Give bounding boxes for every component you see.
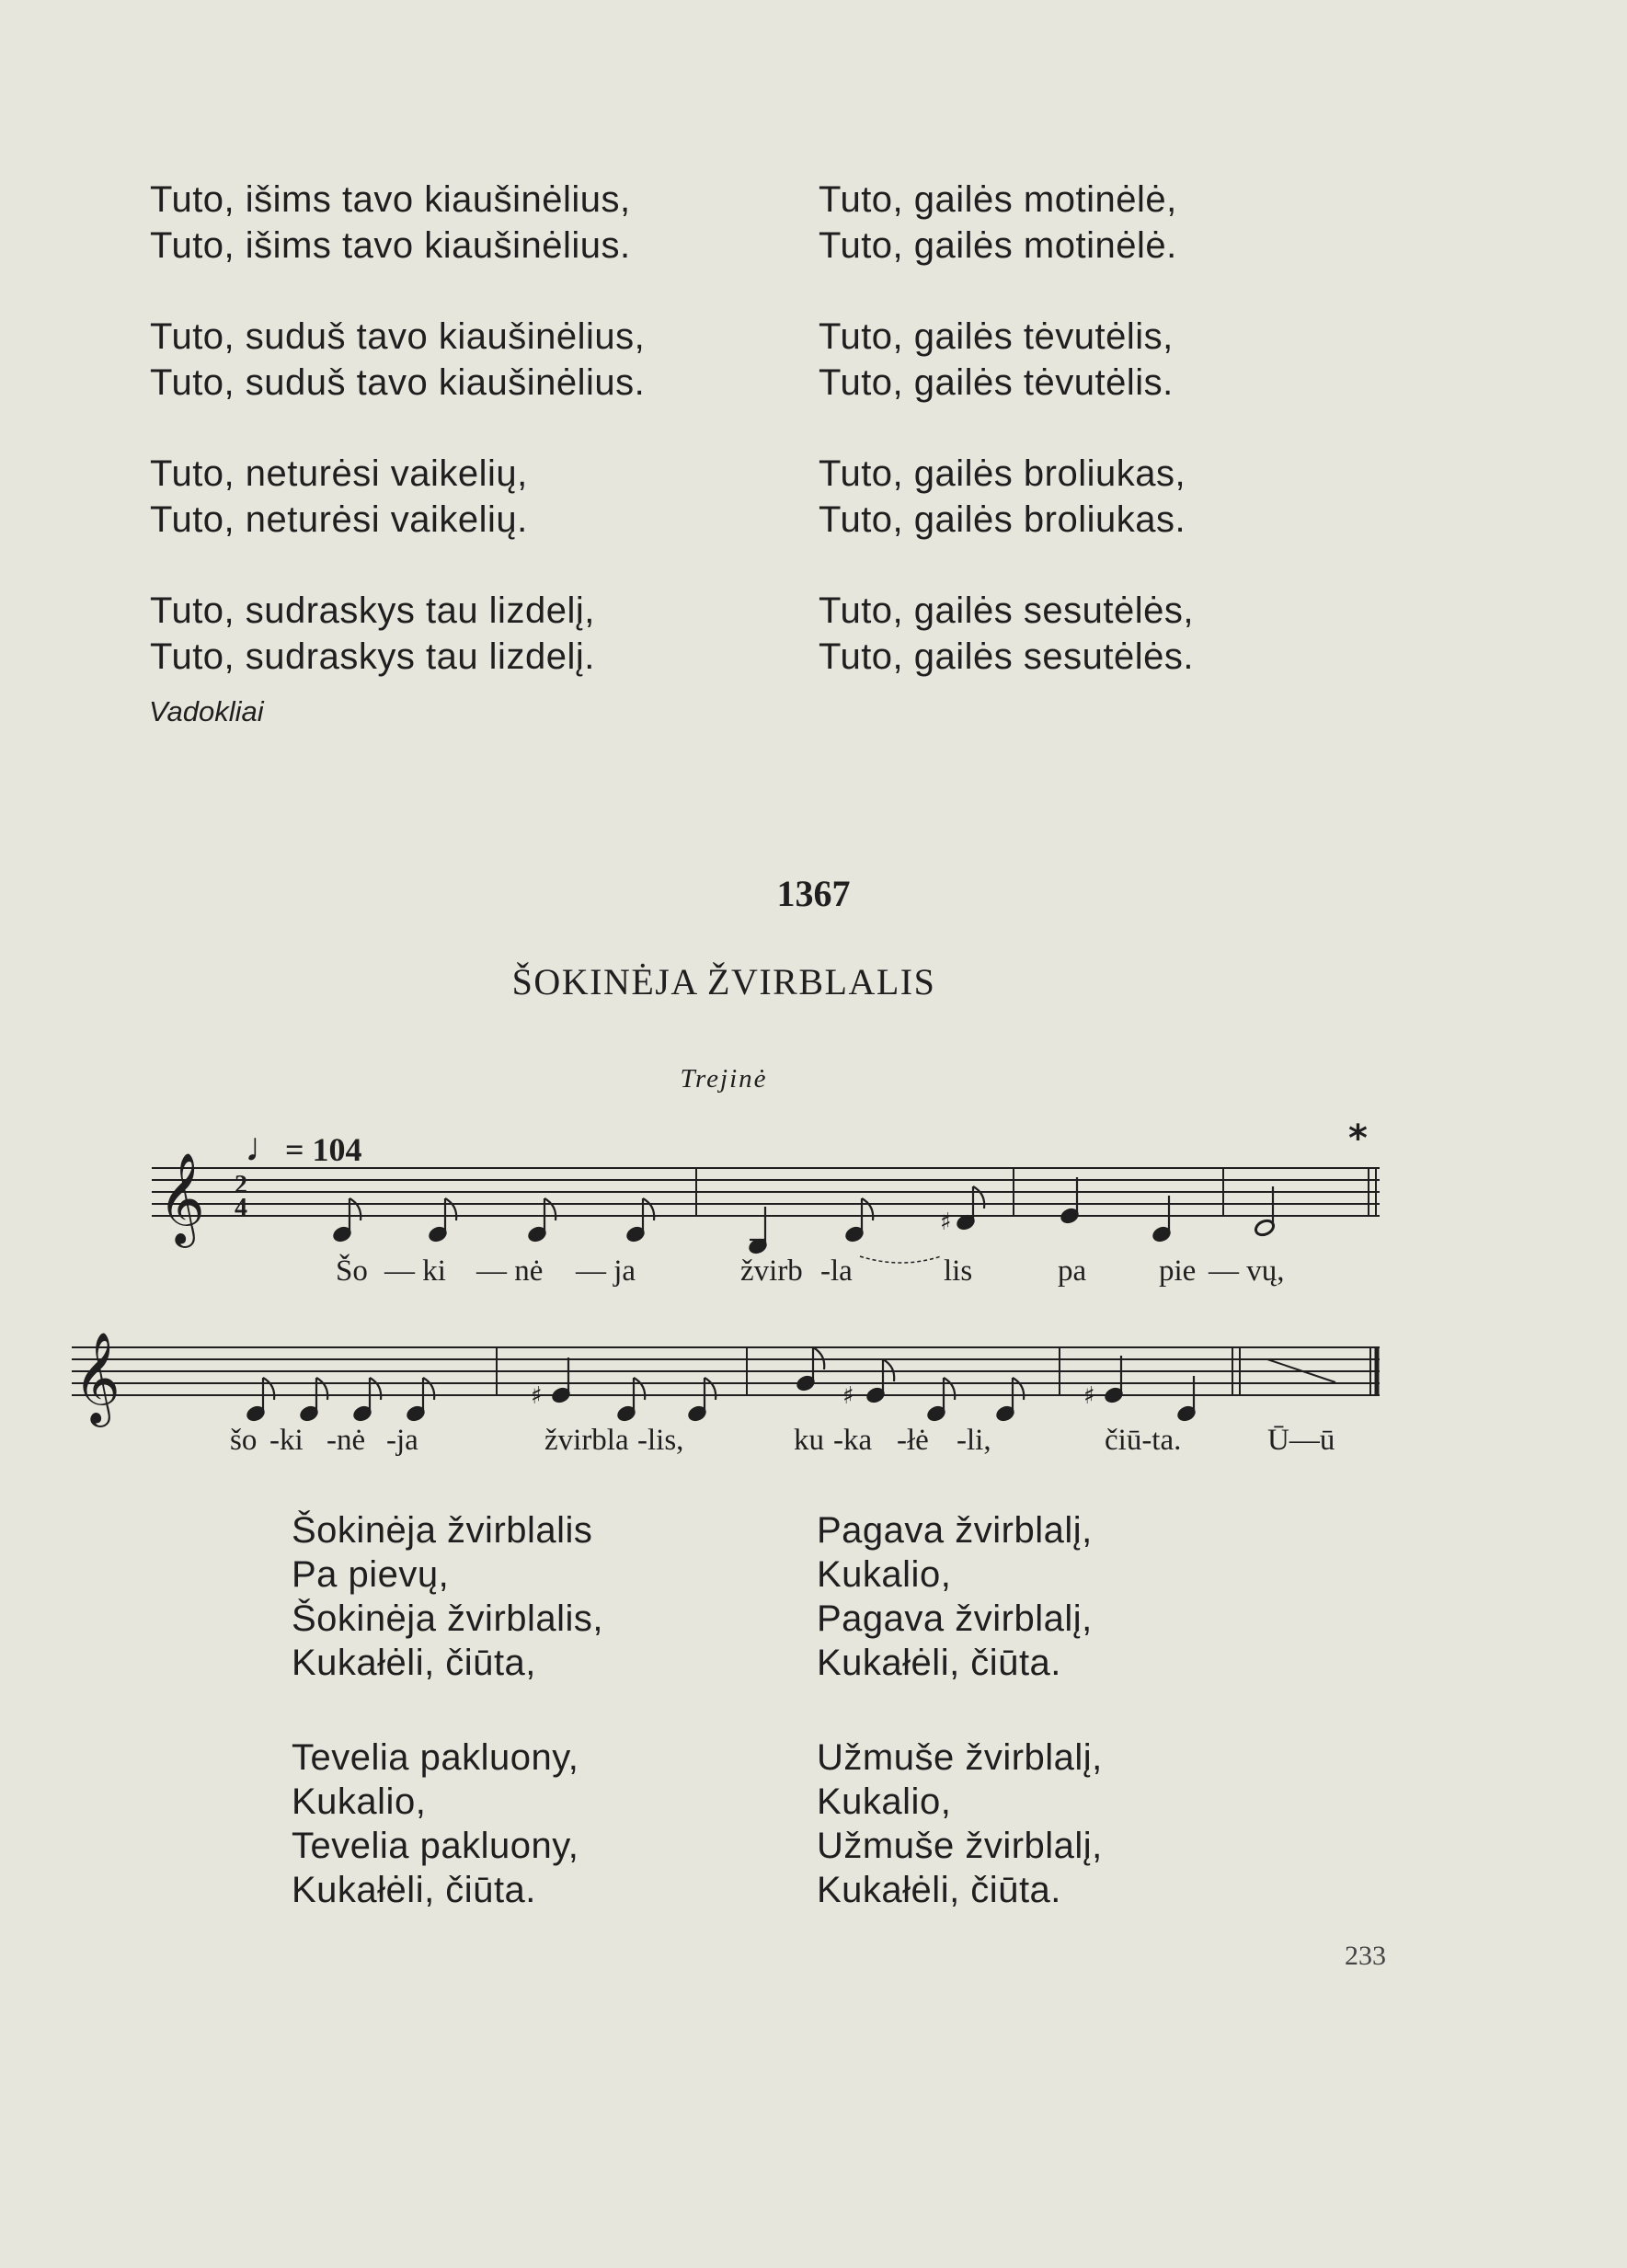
lyric-syllable: — ja <box>576 1254 636 1288</box>
song-number: 1367 <box>776 873 851 914</box>
verse-line: Tuto, gailės tėvutėlis, <box>819 316 1174 357</box>
sharp-icon: ♯ <box>940 1208 952 1236</box>
verse-line: Tuto, sudraskys tau lizdelį, <box>150 590 595 631</box>
lyric-syllable: — nė <box>476 1254 544 1288</box>
bottom-verses-left <box>292 1735 579 1912</box>
verse-line: Tuto, gailės broliukas. <box>819 499 1186 540</box>
lyric-syllable: — ki <box>384 1254 446 1288</box>
tie-dashed <box>860 1256 941 1263</box>
lyric-syllable: lis <box>944 1254 973 1288</box>
verse-line: Tuto, sudraskys tau lizdelį. <box>150 636 595 677</box>
page-number: 233 <box>1345 1941 1386 1971</box>
treble-clef-icon: 𝄞 <box>158 1152 205 1244</box>
treble-clef-icon: 𝄞 <box>74 1332 120 1424</box>
lyric-syllable: pa <box>1058 1254 1087 1288</box>
verse-line: Kukałėli, čiūta. <box>817 1643 1061 1683</box>
lyric-syllable: čiū-ta. <box>1105 1424 1182 1457</box>
verse-line: Pagava žvirblalį, <box>817 1510 1093 1551</box>
lyric-syllable: -nė <box>327 1424 366 1457</box>
bottom-verses-right <box>817 1508 1093 1685</box>
verse-line: Tuto, gailės motinėlė, <box>819 179 1177 220</box>
verse-line: Kukałėli, čiūta. <box>292 1870 536 1910</box>
sharp-icon: ♯ <box>531 1382 543 1410</box>
lyric-syllable: žvirbla <box>544 1424 629 1457</box>
asterisk-mark: * <box>1348 1117 1368 1160</box>
lyric-syllable: -ki <box>269 1424 304 1457</box>
lyric-syllable: — vų, <box>1209 1254 1285 1288</box>
lyric-syllable: -ka <box>833 1424 873 1457</box>
verse-line: Tuto, išims tavo kiaušinėlius, <box>150 179 631 220</box>
verse-line: Kukalio, <box>292 1781 427 1822</box>
lyric-syllable: -la <box>820 1254 853 1288</box>
lyric-syllable: -lis, <box>637 1424 684 1457</box>
verse-line: Kukałėli, čiūta. <box>817 1870 1061 1910</box>
lyric-syllable: -ja <box>386 1424 418 1457</box>
lyric-syllable: šo <box>230 1424 258 1457</box>
verse-line: Kukałėli, čiūta, <box>292 1643 536 1683</box>
verse-line: Tevelia pakluony, <box>292 1737 579 1778</box>
verse-line: Tuto, suduš tavo kiaušinėlius, <box>150 316 646 357</box>
tempo-value: = 104 <box>285 1131 362 1168</box>
time-signature-top: 2 <box>235 1171 247 1199</box>
verse-line: Tuto, gailės broliukas, <box>819 453 1186 494</box>
staff-2-lines <box>72 1347 1380 1395</box>
lyric-syllable: -łė <box>897 1424 929 1457</box>
lyric-syllable: Šo <box>336 1254 368 1288</box>
verse-line: Šokinėja žvirblalis, <box>292 1598 604 1639</box>
verse-line: Tuto, išims tavo kiaušinėlius. <box>150 225 631 266</box>
song-title: ŠOKINĖJA ŽVIRBLALIS <box>511 961 936 1002</box>
sharp-icon: ♯ <box>842 1382 854 1410</box>
song-meter: Trejinė <box>680 1064 768 1094</box>
verse-line: Tuto, neturėsi vaikelių, <box>150 453 528 494</box>
lyric-syllable: pie <box>1159 1254 1197 1288</box>
place-name: Vadokliai <box>149 695 264 727</box>
verse-line: Tuto, gailės sesutėlės, <box>819 590 1195 631</box>
lyric-syllable: Ū—ū <box>1267 1424 1335 1457</box>
verse-line: Šokinėja žvirblalis <box>292 1510 593 1551</box>
verse-line: Kukalio, <box>817 1554 952 1595</box>
bottom-verses-left <box>292 1508 603 1685</box>
lyric-syllable: ku <box>794 1424 824 1457</box>
lyric-syllable: žvirb <box>740 1254 803 1288</box>
sharp-icon: ♯ <box>1083 1382 1095 1410</box>
verse-line: Užmuše žvirblalį, <box>817 1737 1103 1778</box>
time-signature-bottom: 4 <box>235 1194 247 1222</box>
verse-line: Tevelia pakluony, <box>292 1826 579 1866</box>
verse-line: Užmuše žvirblalį, <box>817 1826 1103 1866</box>
quarter-note-icon: ♩ <box>245 1125 285 1170</box>
lyric-syllable: -li, <box>957 1424 991 1457</box>
verse-line: Tuto, neturėsi vaikelių. <box>150 499 528 540</box>
verse-line: Tuto, gailės sesutėlės. <box>819 636 1195 677</box>
verse-line: Pa pievų, <box>292 1554 450 1595</box>
verse-line: Tuto, gailės tėvutėlis. <box>819 362 1174 403</box>
verse-line: Tuto, suduš tavo kiaušinėlius. <box>150 362 646 403</box>
verse-line: Tuto, gailės motinėlė. <box>819 225 1177 266</box>
verse-line: Pagava žvirblalį, <box>817 1598 1093 1639</box>
verse-line: Kukalio, <box>817 1781 952 1822</box>
bottom-verses-right <box>817 1735 1103 1912</box>
